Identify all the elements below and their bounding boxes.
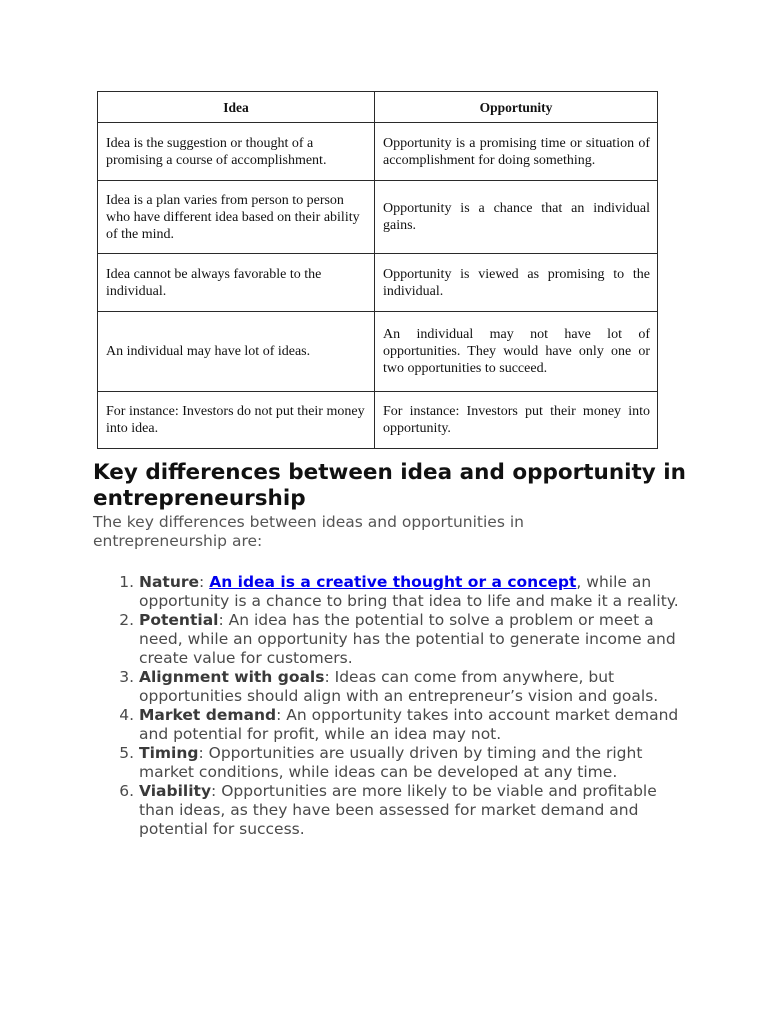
differences-list [93,573,679,839]
list-item [139,573,679,611]
list-item [139,668,679,706]
opportunity-cell: Opportunity is a promising time or situation of accomplishment for doing something. [375,123,658,181]
opportunity-cell: Opportunity is viewed as promising to the individual. [375,254,658,312]
table-header-row [98,92,658,123]
table-row [98,254,658,312]
list-item [139,611,679,668]
item-separator: : [198,744,209,762]
opportunity-cell: An individual may not have lot of opportunities. They would have only one or two opportunities to succeed. [375,312,658,392]
intro-paragraph: The key differences between ideas and opportunities in entrepreneurship are: [93,513,524,550]
idea-cell: Idea is the suggestion or thought of a promising a course of accomplishment. [98,123,375,181]
idea-vs-opportunity-table [97,91,658,449]
item-term: Potential [139,611,219,629]
header-idea: Idea [98,92,375,123]
item-separator: : [199,573,210,591]
section-heading: Key differences between idea and opportunity in entrepreneurship [93,460,686,511]
header-opportunity: Opportunity [375,92,658,123]
item-text: An opportunity takes into account market demand and potential for profit, while an idea may not. [139,706,679,743]
item-separator: : [276,706,287,724]
idea-cell: Idea cannot be always favorable to the individual. [98,254,375,312]
list-item [139,782,679,839]
idea-cell: For instance: Investors do not put their money into idea. [98,392,375,449]
table-row [98,312,658,392]
comparison-table-image [97,91,657,449]
item-term: Viability [139,782,212,800]
item-text: Opportunities are more likely to be viable and profitable than ideas, as they have been assessed for market demand and potential for success. [139,782,657,838]
table-row [98,392,658,449]
item-text: , while an opportunity is a chance to bring that idea to life and make it a reality. [139,573,679,610]
item-text: Opportunities are usually driven by timing and the right market conditions, while ideas can be developed at any time. [139,744,643,781]
item-term: Alignment with goals [139,668,325,686]
opportunity-cell: For instance: Investors put their money into opportunity. [375,392,658,449]
idea-cell: Idea is a plan varies from person to person who have different idea based on their ability of the mind. [98,181,375,254]
list-item [139,744,679,782]
table-row [98,181,658,254]
item-term: Timing [139,744,199,762]
list-item [139,706,679,744]
concept-link[interactable]: An idea is a creative thought or a concept [209,573,577,591]
item-text: An idea has the potential to solve a problem or meet a need, while an opportunity has the potential to generate income and create value for customers. [139,611,676,667]
item-separator: : [218,611,229,629]
item-separator: : [211,782,222,800]
item-term: Market demand [139,706,277,724]
item-text: Ideas can come from anywhere, but opportunities should align with an entrepreneur’s vision and goals. [139,668,659,705]
table-row [98,123,658,181]
item-separator: : [324,668,335,686]
opportunity-cell: Opportunity is a chance that an individual gains. [375,181,658,254]
item-term: Nature [139,573,200,591]
article-section [93,460,693,839]
idea-cell: An individual may have lot of ideas. [98,312,375,392]
